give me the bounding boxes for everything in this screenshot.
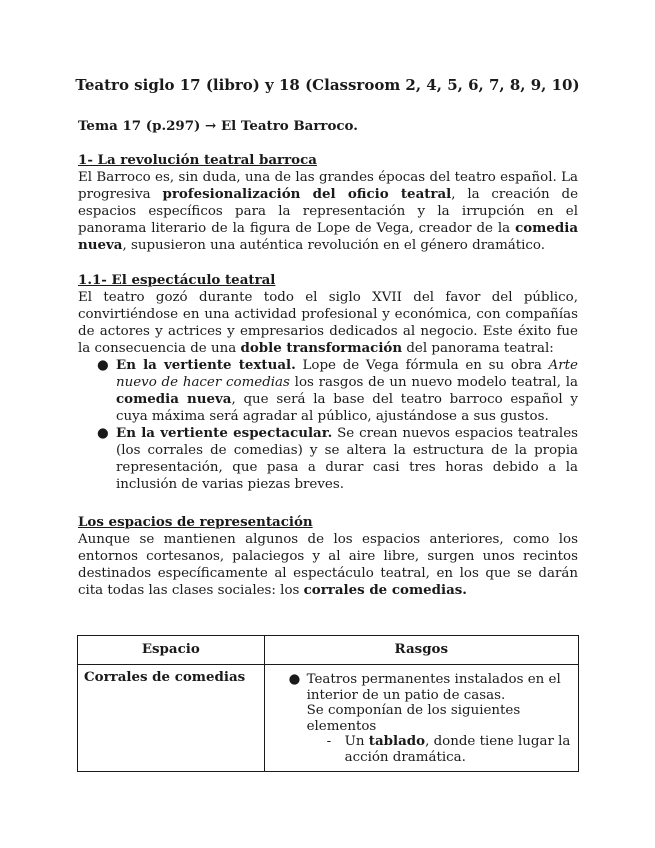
section-paragraph <box>78 531 578 599</box>
dash-icon: - <box>326 734 332 749</box>
tema-text: Tema 17 (p.297) → El Teatro Barroco. <box>78 118 358 134</box>
list-item-continuation: Se componían de los siguientes elementos <box>306 703 521 734</box>
column-header: Rasgos <box>264 636 578 665</box>
text-run: , supusieron una auténtica revolución en el género dramático. <box>122 238 546 253</box>
section-heading: 1.1- El espectáculo teatral <box>78 272 276 288</box>
section-espacios <box>78 514 578 599</box>
table-header-row <box>78 636 579 665</box>
table-cell <box>78 665 265 772</box>
text-run: Lope de Vega fórmula en su obra <box>295 358 549 373</box>
list-item: Teatros permanentes instalados en el interior de un patio de casas. <box>306 672 561 703</box>
bold-run: comedia nueva <box>78 220 578 253</box>
text-run: Se crean nuevos espacios teatrales (los corrales de comedias) y se altera la estructura de la propia representación, que pasa a durar casi tres horas debido a la inclusión de varias piezas breves. <box>116 426 579 492</box>
section-paragraph <box>78 169 578 254</box>
bullet-icon: ● <box>288 672 301 687</box>
tema-heading <box>78 118 578 135</box>
bold-run: En la vertiente textual. <box>116 357 296 373</box>
text-run: Aunque se mantienen algunos de los espacios anteriores, como los entornos cortesanos, palaciegos y al aire libre, surgen unos recintos destinados específicamente al espectáculo teatral, en los que se darán cita todas las clases sociales: los <box>78 532 578 598</box>
espacio-name: Corrales de comedias <box>84 669 246 685</box>
bullet-list <box>78 357 578 493</box>
section-heading: 1- La revolución teatral barroca <box>78 152 317 168</box>
italic-run: Arte nuevo de hacer comedias <box>116 358 578 390</box>
text-run: los rasgos de un nuevo modelo teatral, la <box>289 375 578 390</box>
text-run: Un <box>344 734 369 749</box>
sub-list-item <box>307 734 572 765</box>
rasgos-list <box>271 670 572 765</box>
bold-run: comedia nueva <box>116 391 232 407</box>
section-revolucion <box>78 152 578 254</box>
text-run: del panorama teatral: <box>402 341 554 356</box>
text-run: El teatro gozó durante todo el siglo XVII del favor del público, convirtiéndose en una actividad profesional y económica, con compañías de actores y actrices y empresarios dedicados al negocio. Este éxito fue la consecuencia de una <box>78 290 578 356</box>
list-item <box>78 425 578 493</box>
section-espectaculo <box>78 272 578 493</box>
text-run: El Barroco es, sin duda, una de las grandes épocas del teatro español. La progresiva <box>78 170 578 202</box>
bold-run: doble transformación <box>240 340 403 356</box>
section-heading: Los espacios de representación <box>78 514 313 530</box>
bold-run: corrales de comedias. <box>303 582 467 598</box>
column-header: Espacio <box>78 636 265 665</box>
table-row <box>78 665 579 772</box>
bullet-icon: ● <box>97 426 109 441</box>
bullet-icon: ● <box>97 358 109 373</box>
text-run: , la creación de espacios específicos para la representación y la irrupción en el panorama literario de la figura de Lope de Vega, creador de la <box>78 187 578 236</box>
espacios-table <box>77 635 579 772</box>
bold-run: En la vertiente espectacular. <box>116 425 333 441</box>
text-run: , que será la base del teatro barroco español y cuya máxima será agradar al público, ajustándose a sus gustos. <box>116 392 578 424</box>
section-paragraph <box>78 289 578 357</box>
bold-run: tablado <box>368 733 426 749</box>
bold-run: profesionalización del oficio teatral <box>162 186 452 202</box>
page-title: Teatro siglo 17 (libro) y 18 (Classroom 2, 4, 5, 6, 7, 8, 9, 10) <box>75 76 580 94</box>
text-run: , donde tiene lugar la acción dramática. <box>344 734 571 765</box>
table-cell <box>264 665 578 772</box>
list-item <box>78 357 578 425</box>
